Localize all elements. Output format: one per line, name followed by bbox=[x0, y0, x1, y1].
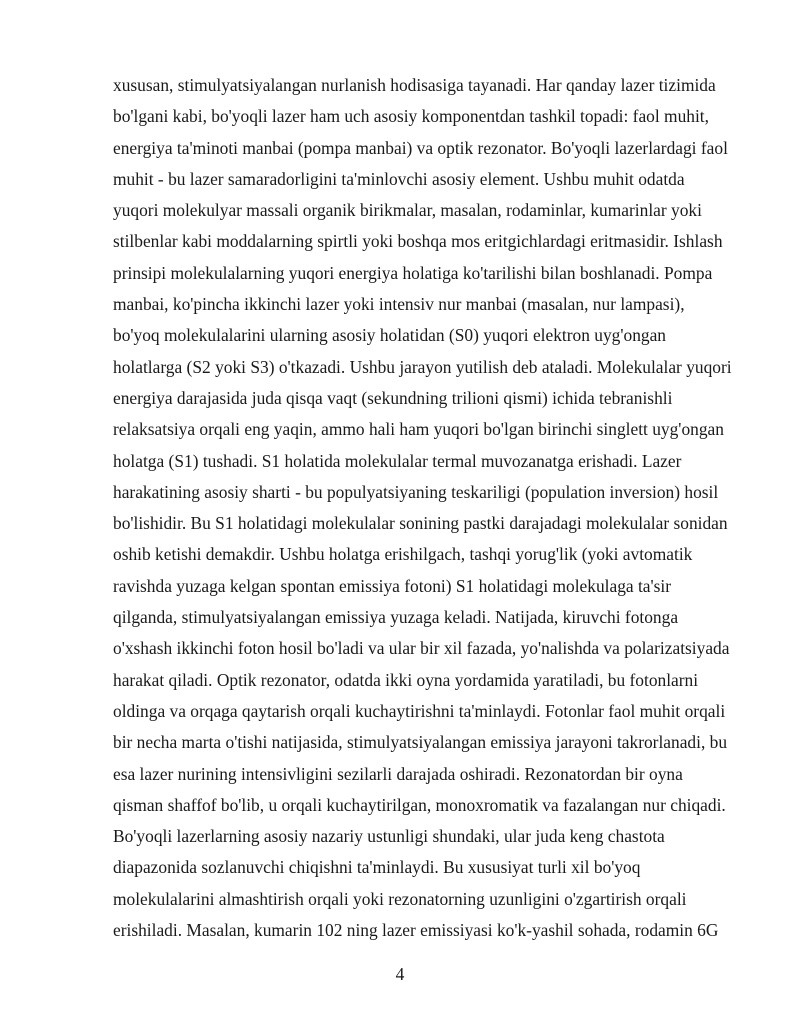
text-line: oldinga va orqaga qaytarish orqali kuchaytirishni ta'minlaydi. Fotonlar faol muhit orqali bbox=[113, 700, 726, 721]
text-line: molekulalarini almashtirish orqali yoki rezonatorning uzunligini o'zgartirish orqali bbox=[113, 888, 687, 909]
text-line: prinsipi molekulalarning yuqori energiya holatiga ko'tarilishi bilan boshlanadi. Pompa bbox=[113, 262, 713, 283]
text-line: energiya ta'minoti manbai (pompa manbai) va optik rezonator. Bo'yoqli lazerlardagi faol bbox=[113, 137, 728, 158]
text-line: qilganda, stimulyatsiyalangan emissiya yuzaga keladi. Natijada, kiruvchi fotonga bbox=[113, 607, 679, 628]
text-line: Bo'yoqli lazerlarning asosiy nazariy ustunligi shundaki, ular juda keng chastota bbox=[113, 826, 665, 847]
text-line: qisman shaffof bo'lib, u orqali kuchaytirilgan, monoxromatik va fazalangan nur chiqadi. bbox=[113, 794, 726, 815]
text-line: holatlarga (S2 yoki S3) o'tkazadi. Ushbu jarayon yutilish deb ataladi. Molekulalar yuqori bbox=[113, 356, 732, 377]
text-line: energiya darajasida juda qisqa vaqt (sekundning trilioni qismi) ichida tebranishli bbox=[113, 387, 673, 408]
text-line: bo'lgani kabi, bo'yoqli lazer ham uch asosiy komponentdan tashkil topadi: faol muhit, bbox=[113, 106, 709, 127]
text-line: bo'lishidir. Bu S1 holatidagi molekulalar sonining pastki darajadagi molekulalar sonidan bbox=[113, 513, 728, 534]
text-line: harakatining asosiy sharti - bu populyatsiyaning teskariligi (population inversion) hosil bbox=[113, 481, 719, 502]
text-line: diapazonida sozlanuvchi chiqishni ta'minlaydi. Bu xususiyat turli xil bo'yoq bbox=[113, 857, 641, 878]
text-line: stilbenlar kabi moddalarning spirtli yoki boshqa mos eritgichlardagi eritmasidir. Ishlash bbox=[113, 231, 723, 252]
text-line: relaksatsiya orqali eng yaqin, ammo hali ham yuqori bo'lgan birinchi singlett uyg'ongan bbox=[113, 419, 724, 440]
text-line: bir necha marta o'tishi natijasida, stimulyatsiyalangan emissiya jarayoni takrorlanadi, bu bbox=[113, 732, 728, 753]
text-line: esa lazer nurining intensivligini sezilarli darajada oshiradi. Rezonatordan bir oyna bbox=[113, 763, 683, 784]
page-number: 4 bbox=[395, 964, 405, 984]
text-line: erishiladi. Masalan, kumarin 102 ning lazer emissiyasi ko'k-yashil sohada, rodamin 6G bbox=[113, 920, 719, 941]
text-line: muhit - bu lazer samaradorligini ta'minlovchi asosiy element. Ushbu muhit odatda bbox=[113, 168, 685, 189]
text-line: yuqori molekulyar massali organik birikmalar, masalan, rodaminlar, kumarinlar yoki bbox=[113, 200, 702, 221]
text-line: manbai, ko'pincha ikkinchi lazer yoki intensiv nur manbai (masalan, nur lampasi), bbox=[113, 294, 685, 315]
text-line: ravishda yuzaga kelgan spontan emissiya fotoni) S1 holatidagi molekulaga ta'sir bbox=[113, 575, 672, 596]
text-line: harakat qiladi. Optik rezonator, odatda ikki oyna yordamida yaratiladi, bu fotonlarni bbox=[113, 669, 699, 690]
body-text bbox=[113, 70, 765, 946]
text-line: oshib ketishi demakdir. Ushbu holatga erishilgach, tashqi yorug'lik (yoki avtomatik bbox=[113, 544, 693, 565]
text-line: holatga (S1) tushadi. S1 holatida molekulalar termal muvozanatga erishadi. Lazer bbox=[113, 450, 682, 471]
text-line: bo'yoq molekulalarini ularning asosiy holatidan (S0) yuqori elektron uyg'ongan bbox=[113, 325, 667, 346]
text-line: xususan, stimulyatsiyalangan nurlanish hodisasiga tayanadi. Har qanday lazer tizimida bbox=[113, 75, 716, 95]
text-line: o'xshash ikkinchi foton hosil bo'ladi va ular bir xil fazada, yo'nalishda va polarizatsiyada bbox=[113, 638, 730, 659]
